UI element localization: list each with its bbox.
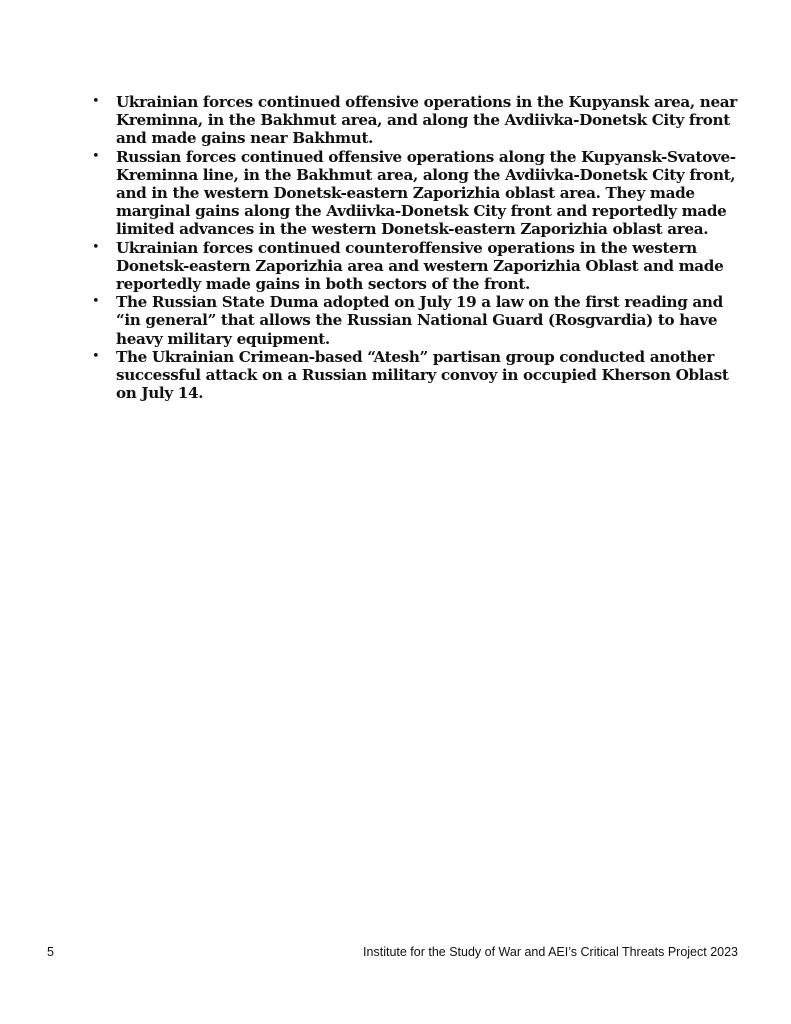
list-item <box>90 239 740 294</box>
bullet-icon: • <box>92 348 100 364</box>
list-item <box>90 293 740 348</box>
list-item <box>90 348 740 403</box>
list-item-text: The Ukrainian Crimean-based “Atesh” partisan group conducted another successful attack on a Russian military convoy in occupied Kherson Oblast on July 14. <box>116 347 729 403</box>
bullet-icon: • <box>92 94 100 109</box>
footer-organization: Institute for the Study of War and AEI’s Critical Threats Project 2023 <box>363 945 738 959</box>
list-item-text: Russian forces continued offensive operations along the Kupyansk-Svatove-Kreminna line, in the Bakhmut area, along the Avdiivka-Donetsk City front, and in the western Donetsk-eastern Zaporizhia oblast area. They made marginal gains along the Avdiivka-Donetsk City front and reportedly made limited advances in the western Donetsk-eastern Zaporizhia oblast area. <box>116 147 736 239</box>
key-takeaways-list <box>90 93 740 402</box>
list-item-text: Ukrainian forces continued counteroffensive operations in the western Donetsk-eastern Zaporizhia area and western Zaporizhia Oblast and made reportedly made gains in both sectors of the front. <box>116 238 724 294</box>
list-item-text: The Russian State Duma adopted on July 19 a law on the first reading and “in general” that allows the Russian National Guard (Rosgvardia) to have heavy military equipment. <box>116 293 723 348</box>
list-item-text: Ukrainian forces continued offensive operations in the Kupyansk area, near Kreminna, in the Bakhmut area, and along the Avdiivka-Donetsk City front and made gains near Bakhmut. <box>116 93 737 148</box>
bullet-icon: • <box>92 239 100 255</box>
bullet-icon: • <box>92 294 100 310</box>
list-item <box>90 93 740 148</box>
bullet-icon: • <box>92 148 100 164</box>
footer-page-number: 5 <box>47 945 54 959</box>
list-item <box>90 148 740 239</box>
